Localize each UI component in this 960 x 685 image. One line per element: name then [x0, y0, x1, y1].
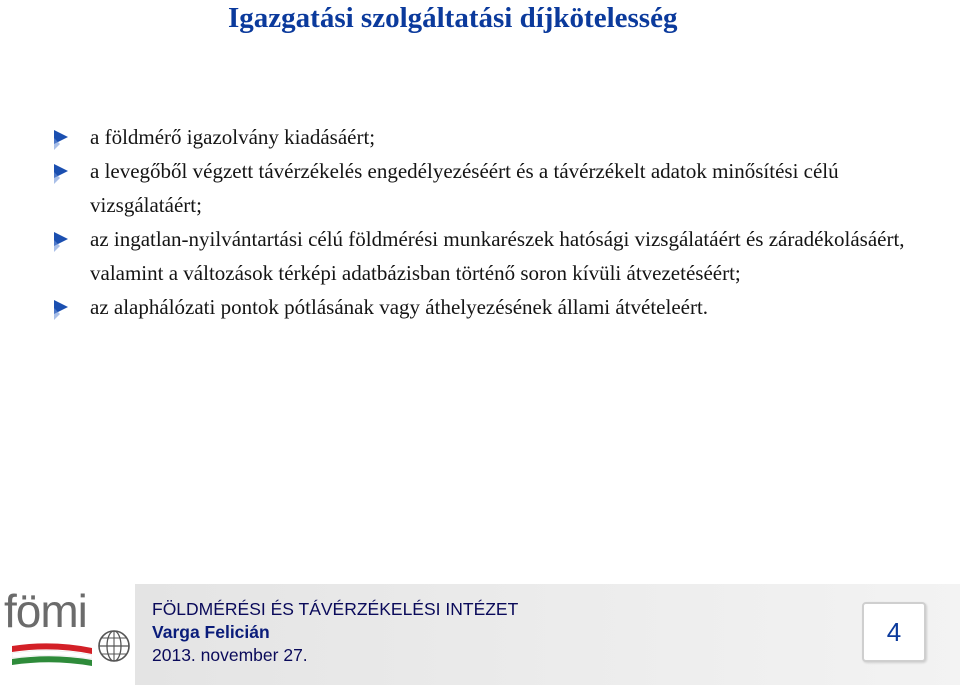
fomi-logo: [4, 586, 132, 682]
triangle-bullet-icon: [54, 164, 68, 178]
triangle-bullet-icon: [54, 300, 68, 314]
bullet-text: az ingatlan-nyilvántartási célú földmérési munkarészek hatósági vizsgálatáért és záradékolásáért, valamint a változások térképi adatbázisban történő soron kívüli átvezetéséért;: [90, 227, 905, 285]
bullet-text: a földmérő igazolvány kiadásáért;: [90, 125, 376, 149]
globe-icon: [96, 628, 132, 664]
bullet-text: a levegőből végzett távérzékelés engedélyezéséért és a távérzékelt adatok minősítési célú vizsgálatáért;: [90, 159, 839, 217]
bullet-list: [52, 120, 942, 324]
institute-name: FÖLDMÉRÉSI ÉS TÁVÉRZÉKELÉSI INTÉZET: [152, 599, 519, 619]
bullet-item: [52, 154, 942, 222]
page-number: 4: [862, 602, 926, 662]
logo-wordmark: fömi: [4, 585, 87, 637]
bullet-text: az alaphálózati pontok pótlásának vagy áthelyezésének állami átvételeért.: [90, 295, 709, 319]
slide-title: Igazgatási szolgáltatási díjkötelesség: [228, 2, 678, 34]
bullet-item: [52, 222, 942, 290]
triangle-bullet-icon: [54, 130, 68, 144]
flag-swoosh-icon: [12, 642, 92, 670]
author-name: Varga Felicián: [152, 622, 270, 642]
footer-info: [152, 598, 518, 667]
bullet-item: [52, 120, 942, 154]
triangle-bullet-icon: [54, 232, 68, 246]
presentation-date: 2013. november 27.: [152, 645, 308, 665]
bullet-item: [52, 290, 942, 324]
